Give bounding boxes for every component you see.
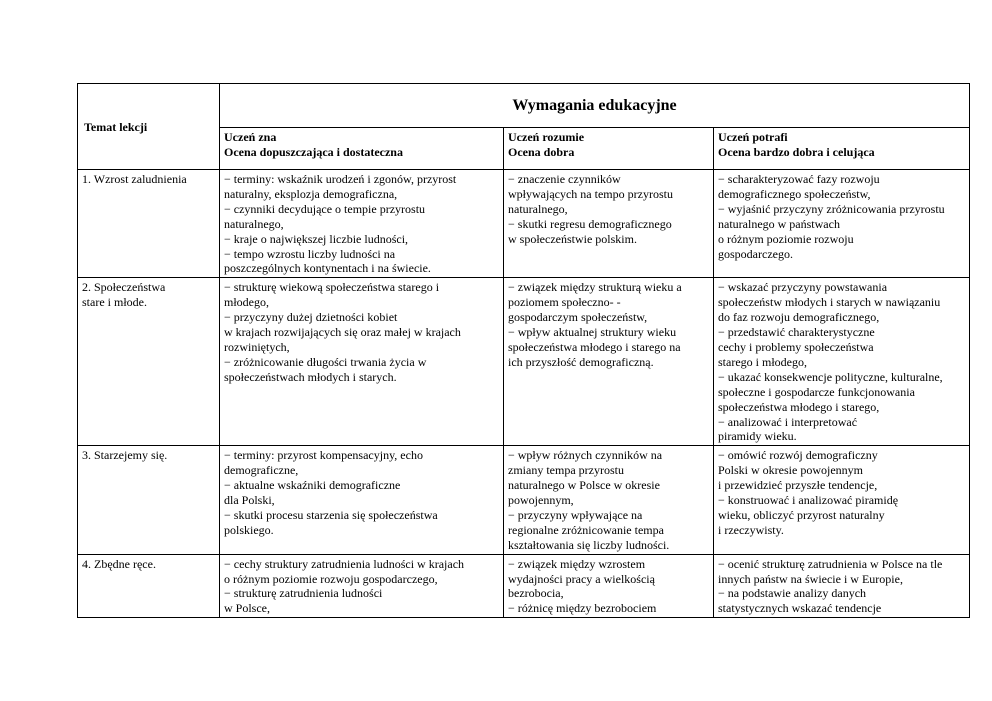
cell-line: gospodarczego. [718, 246, 793, 261]
cell-line: dla Polski, [224, 493, 275, 508]
cell-line: − wpływ różnych czynników na [508, 448, 663, 463]
table-row [78, 278, 970, 446]
cell-line: − omówić rozwój demograficzny [718, 448, 878, 463]
cell-line: demograficznego społeczeństw, [718, 186, 871, 201]
cell-line: i przewidzieć przyszłe tendencje, [718, 478, 878, 493]
column-header-understands: Uczeń rozumie Ocena dobra [504, 128, 714, 170]
cell-line: poszczególnych kontynentach i na świecie. [224, 261, 431, 276]
cell-line: 3. Starzejemy się. [82, 448, 168, 463]
cell-line: wydajności pracy a wielkością [508, 571, 655, 586]
cell-line: 4. Zbędne ręce. [82, 556, 156, 571]
understands-cell [504, 170, 714, 278]
knows-cell [220, 446, 504, 554]
cell-line: społeczeństwach młodych i starych. [224, 369, 397, 384]
cell-line: naturalnego w Polsce w okresie [508, 478, 660, 493]
requirements-table [77, 83, 970, 618]
understands-cell [504, 446, 714, 554]
cell-line: cechy i problemy społeczeństwa [718, 339, 874, 354]
cell-line: poziomem społeczno- - [508, 295, 621, 310]
knows-cell [220, 554, 504, 618]
cell-line: piramidy wieku. [718, 429, 797, 444]
can-cell [714, 278, 970, 446]
topic-cell [78, 554, 220, 618]
cell-line: statystycznych wskazać tendencje [718, 601, 882, 616]
cell-line: demograficzne, [224, 463, 299, 478]
cell-line: − tempo wzrostu liczby ludności na [224, 246, 396, 261]
cell-line: − scharakteryzować fazy rozwoju [718, 172, 880, 186]
cell-line: − związek między strukturą wieku a [508, 280, 682, 295]
table-row [78, 446, 970, 554]
cell-line: i rzeczywisty. [718, 522, 784, 537]
cell-line: powojennym, [508, 493, 574, 508]
cell-line: gospodarczym społeczeństw, [508, 310, 648, 325]
cell-line: stare i młode. [82, 295, 147, 310]
cell-line: naturalnego, [224, 216, 284, 231]
cell-line: − kraje o największej liczbie ludności, [224, 231, 409, 246]
cell-line: regionalne zróżnicowanie tempa [508, 522, 664, 537]
cell-line: − analizować i interpretować [718, 414, 858, 429]
column-header-knows: Uczeń zna Ocena dopuszczająca i dostateczna [220, 128, 504, 170]
cell-line: rozwiniętych, [224, 339, 290, 354]
cell-line: młodego, [224, 295, 269, 310]
cell-line: o różnym poziomie rozwoju gospodarczego, [224, 571, 438, 586]
cell-line: − wskazać przyczyny powstawania [718, 280, 888, 295]
topic-cell [78, 170, 220, 278]
cell-line: − strukturę wiekową społeczeństwa starego i [224, 280, 440, 295]
table-row [78, 554, 970, 618]
cell-line: − terminy: wskaźnik urodzeń i zgonów, przyrost [224, 172, 457, 186]
cell-line: w społeczeństwie polskim. [508, 231, 637, 246]
cell-line: wpływających na tempo przyrostu [508, 186, 673, 201]
cell-line: 2. Społeczeństwa [82, 280, 166, 295]
cell-line: o różnym poziomie rozwoju [718, 231, 854, 246]
cell-line: − aktualne wskaźniki demograficzne [224, 478, 401, 493]
knows-cell [220, 278, 504, 446]
topic-column-header: Temat lekcji [78, 84, 220, 170]
cell-line: − przedstawić charakterystyczne [718, 325, 875, 340]
table-title: Wymagania edukacyjne [220, 84, 970, 128]
cell-line: innych państw na świecie i w Europie, [718, 571, 903, 586]
cell-line: − ukazać konsekwencje polityczne, kulturalne, [718, 369, 943, 384]
topic-cell [78, 278, 220, 446]
can-cell [714, 554, 970, 618]
cell-line: − konstruować i analizować piramidę [718, 493, 899, 508]
cell-line: − zróżnicowanie długości trwania życia w [224, 354, 427, 369]
cell-line: − strukturę zatrudnienia ludności [224, 586, 383, 601]
cell-line: Polski w okresie powojennym [718, 463, 863, 478]
cell-line: naturalnego w państwach [718, 216, 840, 231]
cell-line: 1. Wzrost zaludnienia [82, 172, 187, 186]
understands-cell [504, 554, 714, 618]
cell-line: − czynniki decydujące o tempie przyrostu [224, 201, 426, 216]
cell-line: społeczeństwa młodego i starego, [718, 399, 880, 414]
header-title-row [78, 84, 970, 128]
cell-line: − przyczyny wpływające na [508, 507, 643, 522]
cell-line: − przyczyny dużej dzietności kobiet [224, 310, 398, 325]
cell-line: − cechy struktury zatrudnienia ludności w krajach [224, 556, 465, 571]
cell-line: starego i młodego, [718, 354, 807, 369]
column-header-can: Uczeń potrafi Ocena bardzo dobra i celująca [714, 128, 970, 170]
cell-line: społeczne i gospodarcze funkcjonowania [718, 384, 915, 399]
cell-line: − wyjaśnić przyczyny zróżnicowania przyrostu [718, 201, 945, 216]
cell-line: − terminy: przyrost kompensacyjny, echo [224, 448, 423, 463]
cell-line: zmiany tempa przyrostu [508, 463, 624, 478]
cell-line: naturalny, eksplozja demograficzna, [224, 186, 398, 201]
topic-cell [78, 446, 220, 554]
cell-line: bezrobocia, [508, 586, 564, 601]
cell-line: społeczeństwa młodego i starego na [508, 339, 681, 354]
cell-line: polskiego. [224, 522, 274, 537]
can-cell [714, 170, 970, 278]
cell-line: − znaczenie czynników [508, 172, 621, 186]
cell-line: − wpływ aktualnej struktury wieku [508, 325, 677, 340]
cell-line: − różnicę między bezrobociem [508, 601, 657, 616]
cell-line: do faz rozwoju demograficznego, [718, 310, 880, 325]
cell-line: ich przyszłość demograficzną. [508, 354, 654, 369]
cell-line: − ocenić strukturę zatrudnienia w Polsce na tle [718, 556, 943, 571]
cell-line: społeczeństw młodych i starych w nawiązaniu [718, 295, 941, 310]
cell-line: − związek między wzrostem [508, 556, 646, 571]
cell-line: w krajach rozwijających się oraz małej w krajach [224, 325, 461, 340]
can-cell [714, 446, 970, 554]
cell-line: w Polsce, [224, 601, 270, 616]
cell-line: naturalnego, [508, 201, 568, 216]
knows-cell [220, 170, 504, 278]
cell-line: − skutki regresu demograficznego [508, 216, 672, 231]
cell-line: − skutki procesu starzenia się społeczeństwa [224, 507, 438, 522]
cell-line: kształtowania się liczby ludności. [508, 537, 670, 552]
cell-line: wieku, obliczyć przyrost naturalny [718, 507, 885, 522]
understands-cell [504, 278, 714, 446]
cell-line: − na podstawie analizy danych [718, 586, 867, 601]
table-row [78, 170, 970, 278]
